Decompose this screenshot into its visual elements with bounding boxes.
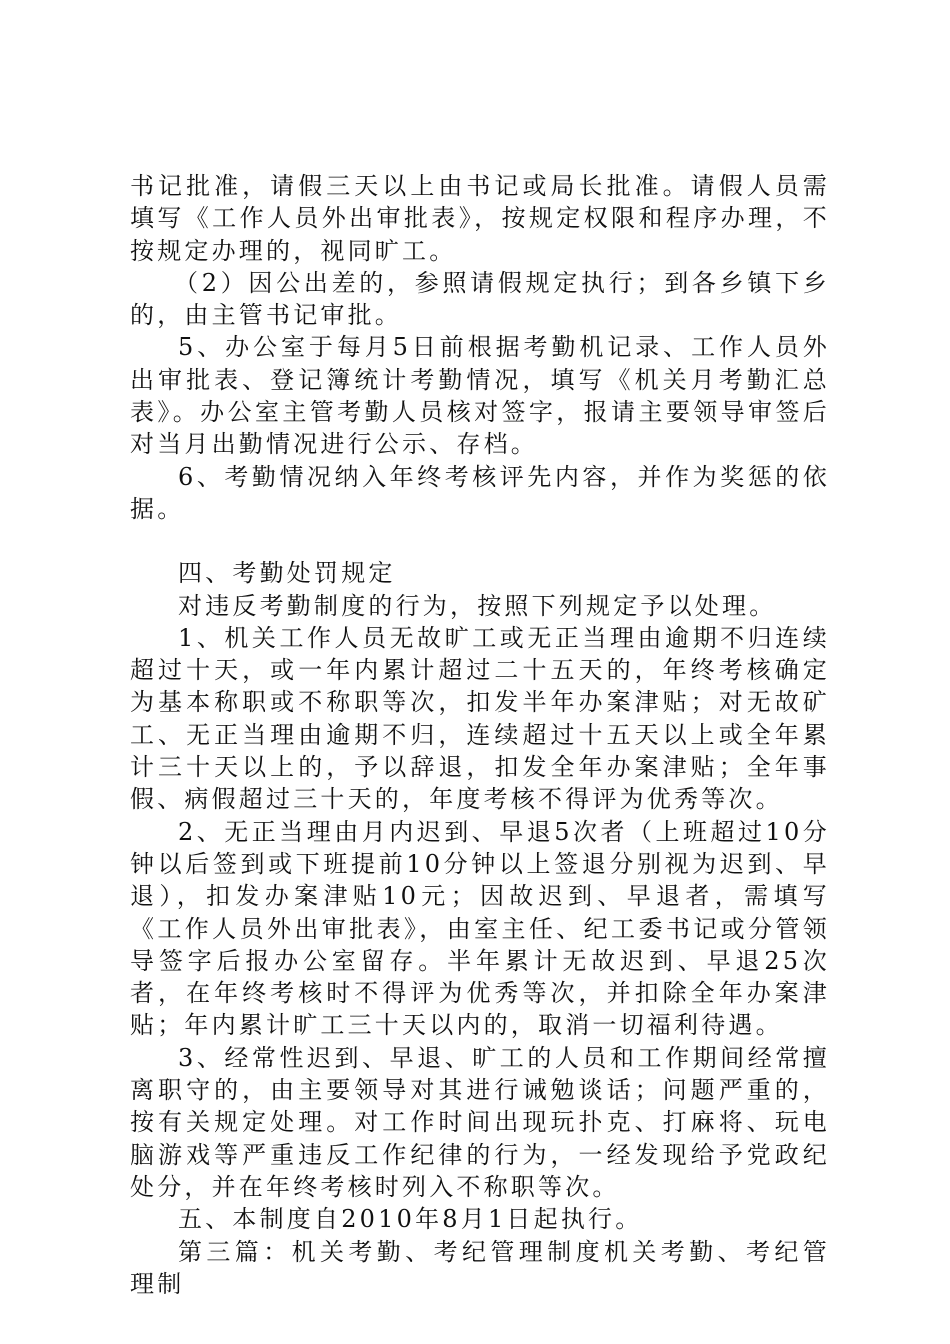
document-body xyxy=(130,170,830,1300)
paragraph-spacer xyxy=(130,525,830,557)
paragraph-penalty-2: 2、无正当理由月内迟到、早退5次者（上班超过10分钟以后签到或下班提前10分钟以上签退分别视为迟到、早退），扣发办案津贴10元；因故迟到、早退者，需填写《工作人员外出审批表》，由室主任、纪工委书记或分管领导签字后报办公室留存。半年累计无故迟到、早退25次者，在年终考核时不得评为优秀等次，并扣除全年办案津贴；年内累计旷工三十天以内的，取消一切福利待遇。 xyxy=(130,817,830,1040)
paragraph-penalty-intro: 对违反考勤制度的行为，按照下列规定予以处理。 xyxy=(178,591,777,620)
section-heading-effective-date: 五、本制度自2010年8月1日起执行。 xyxy=(178,1205,643,1234)
paragraph-leave-approval: 书记批准，请假三天以上由书记或局长批准。请假人员需填写《工作人员外出审批表》，按规定权限和程序办理，不按规定办理的，视同旷工。 xyxy=(130,172,830,265)
paragraph-penalty-3: 3、经常性迟到、早退、旷工的人员和工作期间经常擅离职守的，由主要领导对其进行诫勉谈话；问题严重的，按有关规定处理。对工作时间出现玩扑克、打麻将、玩电脑游戏等严重违反工作纪律的行为，一经发现给予党政纪处分，并在年终考核时列入不称职等次。 xyxy=(130,1043,830,1201)
paragraph-penalty-1: 1、机关工作人员无故旷工或无正当理由逾期不归连续超过十天，或一年内累计超过二十五天的，年终考核确定为基本称职或不称职等次，扣发半年办案津贴；对无故矿工、无正当理由逾期不归，连续超过十五天以上或全年累计三十天以上的，予以辞退，扣发全年办案津贴；全年事假、病假超过三十天的，年度考核不得评为优秀等次。 xyxy=(130,623,830,814)
paragraph-business-trip: （2）因公出差的，参照请假规定执行；到各乡镇下乡的，由主管书记审批。 xyxy=(130,268,830,330)
paragraph-next-article-title: 第三篇：机关考勤、考纪管理制度机关考勤、考纪管理制 xyxy=(130,1237,830,1298)
section-heading-penalties: 四、考勤处罚规定 xyxy=(178,559,396,588)
paragraph-item-5: 5、办公室于每月5日前根据考勤机记录、工作人员外出审批表、登记簿统计考勤情况，填写《机关月考勤汇总表》。办公室主管考勤人员核对签字，报请主要领导审签后对当月出勤情况进行公示、存档。 xyxy=(130,333,830,459)
paragraph-item-6: 6、考勤情况纳入年终考核评先内容，并作为奖惩的依据。 xyxy=(130,462,830,523)
